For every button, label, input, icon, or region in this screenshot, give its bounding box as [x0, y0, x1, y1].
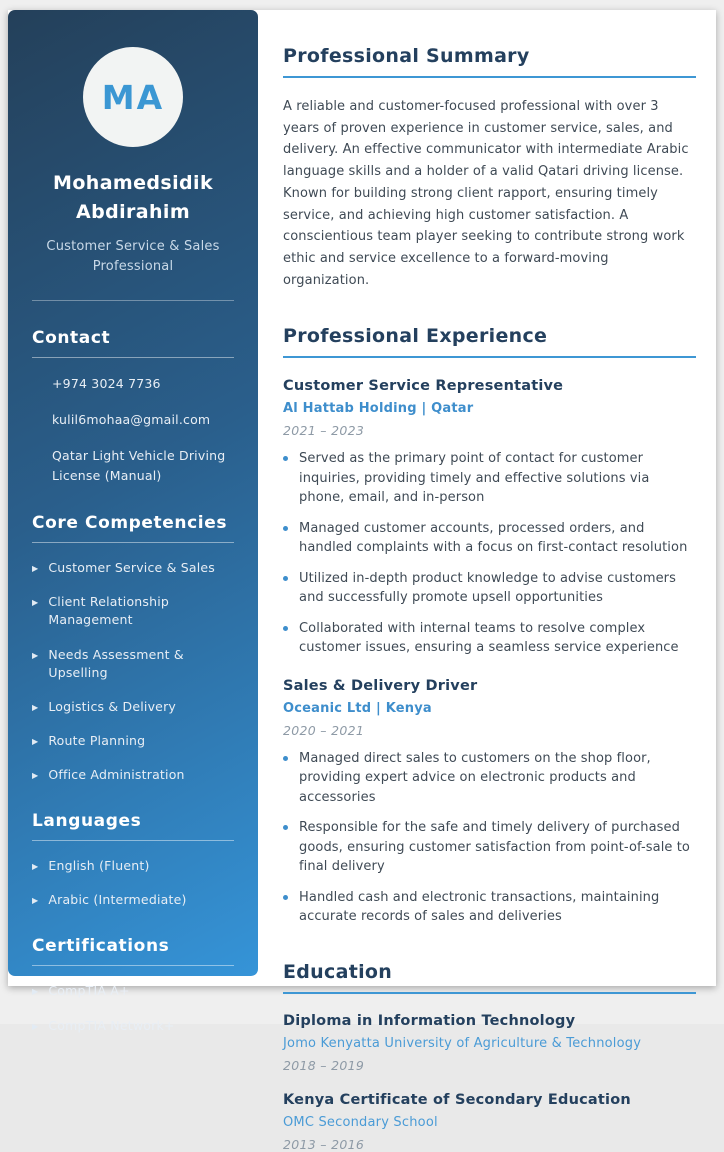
competencies-heading: Core Competencies — [32, 513, 234, 543]
bullet-item — [283, 619, 696, 658]
list-item — [32, 732, 234, 750]
job-dates: 2020 – 2021 — [283, 722, 365, 738]
list-item — [32, 559, 234, 577]
list-item-label: Client Relationship Management — [48, 594, 170, 628]
job-company: Oceanic Ltd | Kenya — [283, 700, 432, 716]
list-item — [32, 982, 234, 1000]
bullet-item — [283, 749, 696, 808]
experience-heading: Professional Experience — [283, 325, 696, 358]
resume-page — [8, 10, 716, 1152]
bullet-text: Utilized in-depth product knowledge to advise customers and successfully promote upsell opportunities — [299, 570, 676, 606]
triangle-bullet-icon: ▶ — [32, 771, 39, 781]
bullet-text: Managed customer accounts, processed orders, and handled complaints with a focus on first-contact resolution — [299, 520, 688, 556]
list-item — [32, 1017, 234, 1035]
languages-heading: Languages — [32, 811, 234, 841]
bullet-dot-icon — [283, 576, 288, 581]
job-dates: 2021 – 2023 — [283, 423, 365, 439]
bullet-text: Responsible for the safe and timely delivery of purchased goods, ensuring customer satisfaction from point-of-sale to final delivery — [299, 820, 690, 875]
bullet-dot-icon — [283, 756, 288, 761]
contact-driving-license: Qatar Light Vehicle Driving License (Manual) — [52, 448, 226, 484]
education-degree: Kenya Certificate of Secondary Education — [283, 1091, 631, 1108]
education-dates: 2018 – 2019 — [283, 1057, 365, 1073]
triangle-bullet-icon: ▶ — [32, 1021, 39, 1031]
bullet-text: Served as the primary point of contact for customer inquiries, providing timely and effective solutions via phone, email, and in-person — [299, 451, 650, 506]
competencies-list — [32, 559, 234, 784]
contact-email: kulil6mohaa@gmail.com — [52, 412, 211, 428]
list-item — [32, 646, 234, 682]
list-item-label: CompTIA Network+ — [48, 1017, 175, 1033]
job-title: Sales & Delivery Driver — [283, 677, 478, 694]
bullet-dot-icon — [283, 526, 288, 531]
avatar — [83, 47, 183, 147]
main-content — [283, 10, 696, 1152]
bullet-dot-icon — [283, 626, 288, 631]
contact-phone: +974 3024 7736 — [52, 376, 161, 392]
bullet-dot-icon — [283, 895, 288, 900]
bullet-item — [283, 569, 696, 608]
sidebar-divider — [32, 300, 234, 301]
education-entry — [283, 1013, 696, 1073]
job-entry — [283, 378, 696, 658]
job-company: Al Hattab Holding | Qatar — [283, 401, 474, 417]
bullet-item — [283, 818, 696, 877]
triangle-bullet-icon: ▶ — [32, 736, 39, 746]
certifications-list — [32, 982, 234, 1034]
triangle-bullet-icon: ▶ — [32, 564, 39, 574]
triangle-bullet-icon: ▶ — [32, 598, 39, 608]
education-school: OMC Secondary School — [283, 1114, 438, 1130]
list-item — [32, 857, 234, 875]
bullet-text: Collaborated with internal teams to resolve complex customer issues, ensuring a seamless service experience — [299, 620, 679, 656]
list-item — [32, 593, 234, 629]
job-title: Customer Service Representative — [283, 378, 564, 395]
bullet-dot-icon — [283, 825, 288, 830]
person-name: Mohamedsidik Abdirahim — [53, 172, 213, 224]
list-item-label: English (Fluent) — [48, 858, 150, 874]
bullet-text: Handled cash and electronic transactions, maintaining accurate records of sales and deliveries — [299, 889, 660, 925]
summary-heading: Professional Summary — [283, 45, 696, 78]
job-bullets — [283, 749, 696, 927]
list-item — [32, 698, 234, 716]
triangle-bullet-icon: ▶ — [32, 862, 39, 872]
job-entry — [283, 678, 696, 927]
education-heading: Education — [283, 961, 696, 994]
avatar-initials: MA — [101, 77, 165, 117]
list-item-label: Needs Assessment & Upselling — [48, 646, 184, 680]
bullet-text: Managed direct sales to customers on the shop floor, providing expert advice on electronic products and accessories — [299, 750, 651, 805]
triangle-bullet-icon: ▶ — [32, 987, 39, 997]
list-item-label: Logistics & Delivery — [48, 698, 177, 714]
list-item-label: Route Planning — [48, 732, 146, 748]
education-dates: 2013 – 2016 — [283, 1136, 365, 1152]
education-degree: Diploma in Information Technology — [283, 1012, 576, 1029]
list-item-label: Office Administration — [48, 767, 185, 783]
list-item-label: Customer Service & Sales — [48, 560, 216, 576]
triangle-bullet-icon: ▶ — [32, 896, 39, 906]
triangle-bullet-icon: ▶ — [32, 702, 39, 712]
languages-list — [32, 857, 234, 909]
job-bullets — [283, 449, 696, 658]
education-school: Jomo Kenyatta University of Agriculture & Technology — [283, 1035, 642, 1051]
triangle-bullet-icon: ▶ — [32, 650, 39, 660]
list-item-label: Arabic (Intermediate) — [48, 892, 187, 908]
bullet-dot-icon — [283, 456, 288, 461]
sidebar — [8, 10, 258, 1033]
list-item — [32, 891, 234, 909]
certifications-heading: Certifications — [32, 936, 234, 966]
contact-heading: Contact — [32, 328, 234, 358]
list-item-label: CompTIA A+ — [48, 983, 130, 999]
bullet-item — [283, 888, 696, 927]
person-job-title: Customer Service & Sales Professional — [46, 238, 220, 275]
summary-text: A reliable and customer-focused professional with over 3 years of proven experience in customer service, sales, and delivery. An effective communicator with intermediate Arabic language skills and a holder of a valid Qatari driving license. Known for building strong client rapport, ensuring timely service, and achieving high customer satisfaction. A conscientious team player seeking to contribute strong work ethic and service excellence to a forward-moving organization. — [283, 99, 689, 288]
education-entry — [283, 1092, 696, 1152]
bullet-item — [283, 519, 696, 558]
list-item — [32, 766, 234, 784]
bullet-item — [283, 449, 696, 508]
